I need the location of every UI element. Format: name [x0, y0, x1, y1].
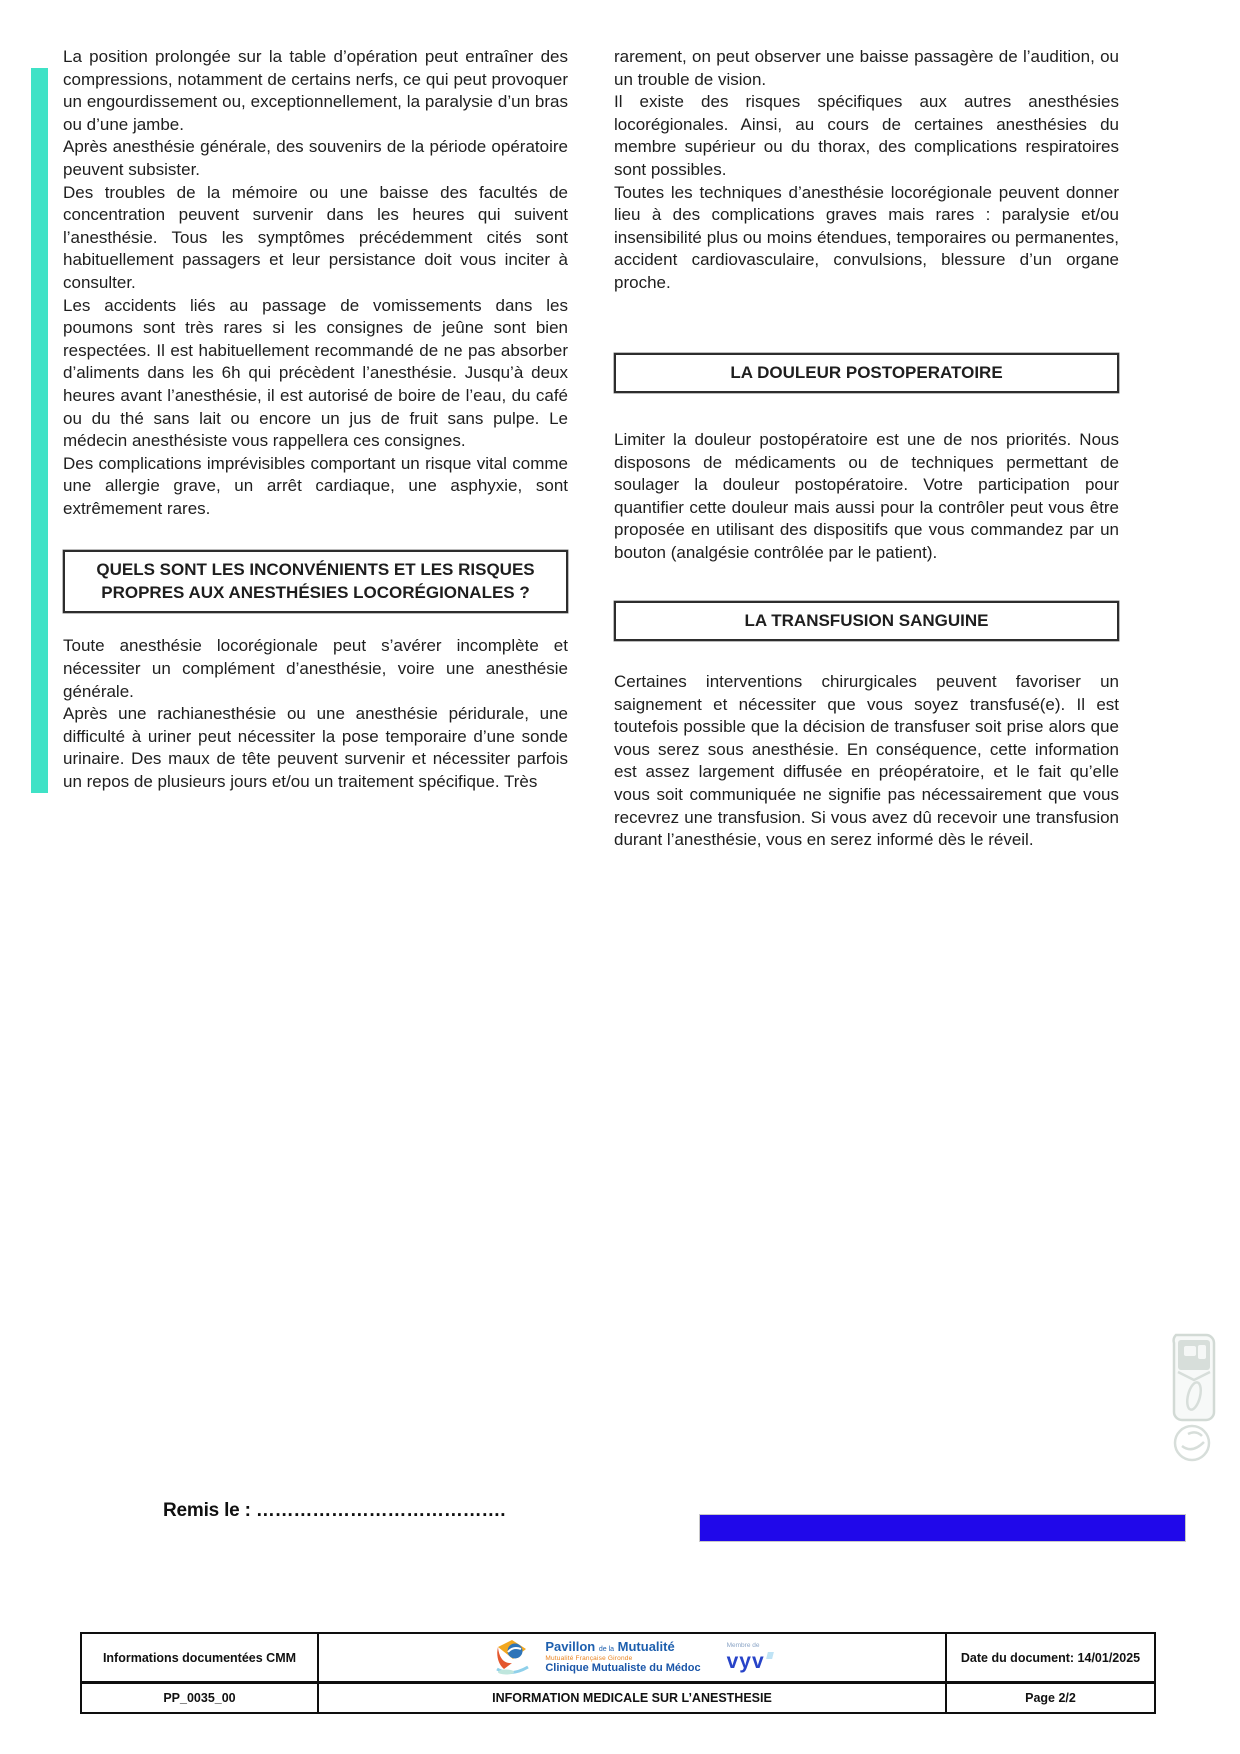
footer-cell-doc-owner: Informations documentées CMM: [82, 1634, 319, 1681]
vyv-logo: [727, 1643, 773, 1672]
paragraph: La position prolongée sur la table d’opération peut entraîner des compressions, notamment de certains nerfs, ce qui peut provoquer un engourdissement ou, exceptionnellement, la paralysie d’un bras ou d’une jambe.: [63, 47, 568, 134]
clinic-logo: [491, 1638, 772, 1678]
signature-blue-bar: [700, 1515, 1185, 1541]
pavillon-connector: de la: [598, 1646, 615, 1654]
paragraph: Limiter la douleur postopératoire est une de nos priorités. Nous disposons de médicaments ou de techniques permettant de soulager la douleur postopératoire. Votre participation pour quantifier cette douleur mais aussi pour la contrôler peut vous être proposée en utilisant des dispositifs que vous commandez par un bouton (analgésie contrôlée par le patient).: [614, 429, 1119, 562]
remis-le-label: Remis le : ………………………………….: [163, 1500, 506, 1521]
pavillon-brand: Pavillon: [545, 1639, 596, 1655]
paragraph: Des troubles de la mémoire ou une baisse des facultés de concentration peuvent survenir dans les heures qui suivent l’anesthésie. Tous les symptômes précédemment cités sont habituellement passagers et leur persistance doit vous inciter à consulter.: [63, 182, 568, 292]
footer-cell-doc-code: PP_0035_00: [82, 1681, 319, 1712]
section-heading-transfusion: LA TRANSFUSION SANGUINE: [614, 601, 1119, 641]
paragraph: Après une rachianesthésie ou une anesthésie péridurale, une difficulté à uriner peut nécessiter la pose temporaire d’une sonde urinaire. Des maux de tête peuvent survenir et nécessiter parfois un repos de plusieurs jours et/ou un traitement spécifique. Très: [63, 704, 568, 791]
paragraph: Il existe des risques spécifiques aux autres anesthésies locorégionales. Ainsi, au cours de certaines anesthésies du membre supérieur ou du thorax, des complications respiratoires sont possibles.: [614, 92, 1119, 179]
pavillon-brand2: Mutualité: [617, 1639, 675, 1655]
watermark-stamp-icon: [1166, 1332, 1220, 1464]
vyv-wordmark: vyv: [726, 1649, 765, 1673]
footer-cell-logos: [319, 1634, 947, 1681]
footer-cell-doc-title: INFORMATION MEDICALE SUR L’ANESTHESIE: [319, 1681, 947, 1712]
clinic-name: Clinique Mutualiste du Médoc: [545, 1662, 701, 1675]
paragraph: Des complications imprévisibles comportant un risque vital comme une allergie grave, un arrêt cardiaque, une asphyxie, sont extrêmement rares.: [63, 453, 568, 518]
pavillon-subtitle: Mutualité Française Gironde: [545, 1654, 633, 1662]
section-heading-douleur: LA DOULEUR POSTOPERATOIRE: [614, 353, 1119, 393]
footer-table: [80, 1632, 1156, 1714]
accent-bar: [31, 68, 48, 793]
section-heading-locoregionales: QUELS SONT LES INCONVÉNIENTS ET LES RISQUES PROPRES AUX ANESTHÉSIES LOCORÉGIONALES ?: [63, 550, 568, 613]
pavillon-wordmark: [545, 1640, 700, 1674]
paragraph: rarement, on peut observer une baisse passagère de l’audition, ou un trouble de vision.: [614, 47, 1119, 89]
footer-cell-date: Date du document: 14/01/2025: [960, 1650, 1141, 1665]
footer-cell-page-number: Page 2/2: [947, 1681, 1154, 1712]
body-columns: [63, 46, 1119, 852]
paragraph: Toutes les techniques d’anesthésie locorégionale peuvent donner lieu à des complications graves mais rares : paralysie et/ou insensibilité plus ou moins étendues, temporaires ou permanentes, accident cardiovasculaire, convulsions, blessure d’un organe proche.: [614, 182, 1119, 292]
vyv-membre-label: Membre de: [726, 1642, 760, 1650]
vyv-flag-icon: [766, 1652, 774, 1659]
right-column: [614, 46, 1119, 852]
paragraph: Toute anesthésie locorégionale peut s’avérer incomplète et nécessiter un complément d’anesthésie, voire une anesthésie générale.: [63, 636, 568, 701]
paragraph: Après anesthésie générale, des souvenirs de la période opératoire peuvent subsister.: [63, 137, 568, 179]
paragraph: Les accidents liés au passage de vomissements dans les poumons sont très rares si les consignes de jeûne sont bien respectées. Il est habituellement recommandé de ne pas absorber d’aliments dans les 6h qui précèdent l’anesthésie. Jusqu’à deux heures avant l’anesthésie, il est autorisé de boire de l’eau, du café ou du thé sans lait ou encore un jus de fruit sans pulpe. Le médecin anesthésiste vous rappellera ces consignes.: [63, 295, 568, 451]
pavillon-logo-icon: [491, 1638, 533, 1678]
paragraph: Certaines interventions chirurgicales peuvent favoriser un saignement et nécessiter que vous soyez transfusé(e). Il est toutefois possible que la décision de transfuser soit prise alors que vous serez sous anesthésie. En conséquence, cette information est assez largement diffusée en préopératoire, et le fait qu’elle vous soit communiquée ne signifie pas nécessairement que vous recevrez une transfusion. Si vous avez dû recevoir une transfusion durant l’anesthésie, vous en serez informé dès le réveil.: [614, 671, 1119, 850]
left-column: [63, 46, 568, 852]
